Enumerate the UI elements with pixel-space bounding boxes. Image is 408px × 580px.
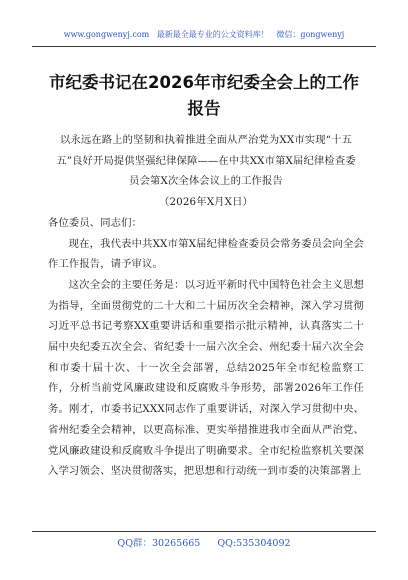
wechat-id: 微信：gongwenyj xyxy=(276,30,345,39)
footer-divider xyxy=(32,531,376,532)
document-date: （2026年X月X日） xyxy=(159,196,253,209)
site-slogan: 最新最全最专业的公文资料库！ xyxy=(156,30,269,39)
header-divider xyxy=(32,46,376,47)
document-title: 市纪委书记在2026年市纪委全会上的工作报告 xyxy=(49,73,359,118)
qq-contact: QQ:535304092 xyxy=(217,538,291,549)
body-paragraph: 这次全会的主要任务是：以习近平新时代中国特色社会主义思想为指导，全面贯彻党的二十大和二十届历次全会精神，深入学习贯彻习近平总书记考察XX重要讲话和重要指示批示精神，认真落实二十届中央纪委五次全会、省纪委十一届六次全会、州纪委十届六次全会和市委十届十次、十一次全会部署，总结2025年全市纪检监察工作，分析当前党风廉政建设和反腐败斗争形势，部署2026年工作任务。刚才，市委书记XXX同志作了重要讲话，对深入学习贯彻中央、省州纪委全会精神，以更高标准、更实举措推进我市全面从严治党、党风廉政建设和反腐败斗争提出了明确要求。全市纪检监察机关要深入学习领会、坚决贯彻落实，把思想和行动统一到市委的决策部署上 xyxy=(48,278,364,478)
qq-group: QQ群：30265665 xyxy=(117,538,201,549)
site-url-link[interactable]: www.gongwenyj.com xyxy=(63,30,150,39)
site-header xyxy=(0,30,408,40)
body-paragraph: 现在，我代表中共XX市第X届纪律检查委员会常务委员会向全会作工作报告，请予审议。 xyxy=(48,237,364,271)
document-body xyxy=(48,130,364,482)
salutation: 各位委员、同志们： xyxy=(48,216,143,229)
document-subtitle: 以永远在路上的坚韧和执着推进全面从严治党为XX市实现“十五五”良好开局提供坚强纪律保障——在中共XX市第X届纪律检查委员会第X次全体会议上的工作报告 xyxy=(56,134,356,188)
site-footer xyxy=(0,538,408,550)
